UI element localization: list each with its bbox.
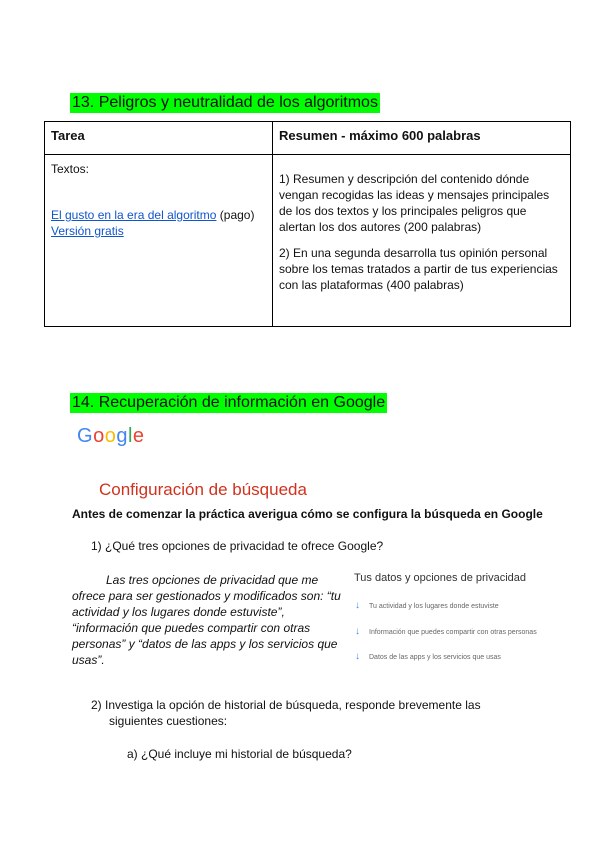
question-2-line2: siguientes cuestiones:	[109, 714, 228, 728]
privacy-item: ↓ Información que puedes compartir con otras personas	[355, 626, 537, 637]
section-14-heading: 14. Recuperación de información en Google	[72, 394, 386, 411]
resumen-cell	[273, 155, 571, 327]
task-table	[44, 121, 571, 327]
section-13-heading: 13. Peligros y neutralidad de los algoritmos	[72, 94, 378, 111]
header-resumen: Resumen - máximo 600 palabras	[273, 122, 571, 155]
link-el-gusto[interactable]: El gusto en la era del algoritmo	[51, 208, 217, 222]
privacy-item: ↓ Tu actividad y los lugares donde estuviste	[355, 600, 499, 611]
intro-text: Antes de comenzar la práctica averigua cómo se configura la búsqueda en Google	[72, 507, 543, 521]
arrow-down-icon: ↓	[355, 600, 360, 611]
question-2-line1: 2) Investiga la opción de historial de búsqueda, responde brevemente las	[91, 698, 481, 712]
privacy-item: ↓ Datos de las apps y los servicios que usas	[355, 651, 501, 662]
google-logo: Google	[77, 425, 145, 447]
header-tarea: Tarea	[45, 122, 273, 155]
arrow-down-icon: ↓	[355, 651, 360, 662]
table-header-row	[45, 122, 571, 155]
config-title: Configuración de búsqueda	[99, 480, 307, 499]
tarea-cell	[45, 155, 273, 327]
resumen-para-1: 1) Resumen y descripción del contenido dónde vengan recogidas las ideas y mensajes principales de los dos textos y los principales peligros que alertan los dos autores (200 palabras)	[279, 172, 550, 234]
resumen-para-2: 2) En una segunda desarrolla tus opinión personal sobre los temas tratados a partir de tus experiencias con las plataformas (400 palabras)	[279, 246, 558, 292]
question-2a: a) ¿Qué incluye mi historial de búsqueda?	[127, 747, 352, 761]
link-version-gratis[interactable]: Versión gratis	[51, 224, 124, 238]
question-1: 1) ¿Qué tres opciones de privacidad te ofrece Google?	[91, 539, 384, 553]
answer-1: Las tres opciones de privacidad que me ofrece para ser gestionados y modificados son: “tu actividad y los lugares donde estuviste”, “información que puedes compartir con otras personas” y “datos de las apps y los servicios que usas”.	[72, 573, 341, 667]
table-row	[45, 155, 571, 327]
arrow-down-icon: ↓	[355, 626, 360, 637]
link-suffix: (pago)	[216, 208, 255, 222]
textos-label: Textos:	[51, 162, 90, 176]
privacy-panel-title: Tus datos y opciones de privacidad	[354, 572, 527, 584]
